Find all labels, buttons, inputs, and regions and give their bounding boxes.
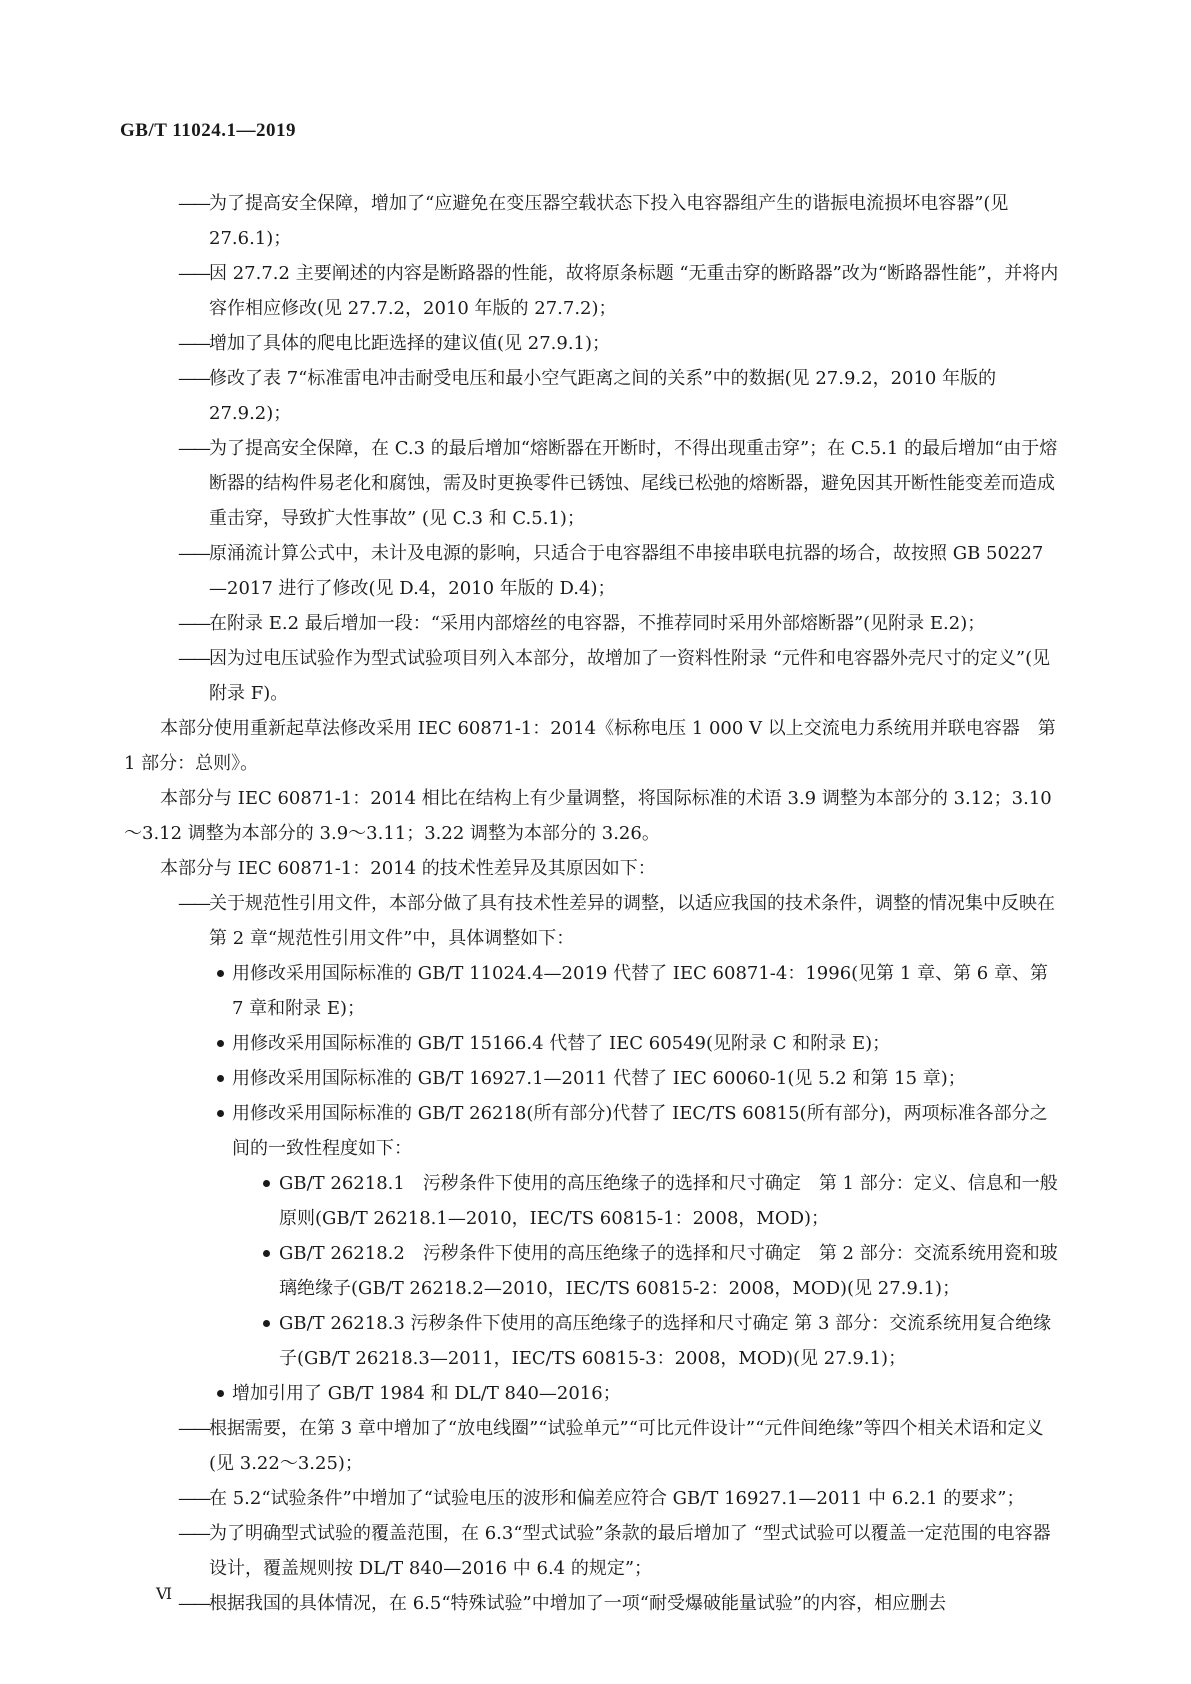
bullet-item: 用修改采用国际标准的 GB/T 11024.4—2019 代替了 IEC 60871-4：1996(见第 1 章、第 6 章、第 7 章和附录 E)； [124, 956, 1060, 1026]
page-number: Ⅵ [156, 1586, 173, 1603]
sub-bullet-item: GB/T 26218.3 污秽条件下使用的高压绝缘子的选择和尺寸确定 第 3 部分：交流系统用复合绝缘子(GB/T 26218.3—2011，IEC/TS 60815-3：2008，MOD)(见 27.9.1)； [124, 1306, 1060, 1376]
list-item: —— 根据我国的具体情况，在 6.5“特殊试验”中增加了一项“耐受爆破能量试验”的内容，相应删去 [124, 1586, 1060, 1621]
list-item: —— 原涌流计算公式中，未计及电源的影响，只适合于电容器组不串接串联电抗器的场合，故按照 GB 50227—2017 进行了修改(见 D.4，2010 年版的 D.4)； [124, 536, 1060, 606]
list-item: —— 在 5.2“试验条件”中增加了“试验电压的波形和偏差应符合 GB/T 16927.1—2011 中 6.2.1 的要求”； [124, 1481, 1060, 1516]
list-item: —— 增加了具体的爬电比距选择的建议值(见 27.9.1)； [124, 326, 1060, 361]
paragraph: 本部分使用重新起草法修改采用 IEC 60871-1：2014《标称电压 1 000 V 以上交流电力系统用并联电容器 第 1 部分：总则》。 [124, 718, 1056, 774]
paragraph: 本部分与 IEC 60871-1：2014 相比在结构上有少量调整，将国际标准的术语 3.9 调整为本部分的 3.12；3.10～3.12 调整为本部分的 3.9～3.11；3.22 调整为本部分的 3.26。 [124, 788, 1052, 844]
list-item: —— 因为过电压试验作为型式试验项目列入本部分，故增加了一资料性附录 “元件和电容器外壳尺寸的定义”(见附录 F)。 [124, 641, 1060, 711]
sub-bullet-item: GB/T 26218.1 污秽条件下使用的高压绝缘子的选择和尺寸确定 第 1 部分：定义、信息和一般原则(GB/T 26218.1—2010，IEC/TS 60815-1：2008，MOD)； [124, 1166, 1060, 1236]
paragraph: 本部分与 IEC 60871-1：2014 的技术性差异及其原因如下： [160, 858, 656, 879]
bullet-item: 用修改采用国际标准的 GB/T 16927.1—2011 代替了 IEC 60060-1(见 5.2 和第 15 章)； [124, 1061, 1060, 1096]
list-item: —— 根据需要，在第 3 章中增加了“放电线圈”“试验单元”“可比元件设计”“元件间绝缘”等四个相关术语和定义(见 3.22～3.25)； [124, 1411, 1060, 1481]
bullet-item: 增加引用了 GB/T 1984 和 DL/T 840—2016； [124, 1376, 1060, 1411]
list-item: —— 在附录 E.2 最后增加一段：“采用内部熔丝的电容器，不推荐同时采用外部熔断器”(见附录 E.2)； [124, 606, 1060, 641]
bullet-item: 用修改采用国际标准的 GB/T 15166.4 代替了 IEC 60549(见附录 C 和附录 E)； [124, 1026, 1060, 1061]
bullet-item: 用修改采用国际标准的 GB/T 26218(所有部分)代替了 IEC/TS 60815(所有部分)，两项标准各部分之间的一致性程度如下： [124, 1096, 1060, 1166]
list-item: —— 关于规范性引用文件，本部分做了具有技术性差异的调整，以适应我国的技术条件，调整的情况集中反映在第 2 章“规范性引用文件”中，具体调整如下： [124, 886, 1060, 956]
sub-bullet-item: GB/T 26218.2 污秽条件下使用的高压绝缘子的选择和尺寸确定 第 2 部分：交流系统用瓷和玻璃绝缘子(GB/T 26218.2—2010，IEC/TS 60815-2：2008，MOD)(见 27.9.1)； [124, 1236, 1060, 1306]
list-item: —— 修改了表 7“标准雷电冲击耐受电压和最小空气距离之间的关系”中的数据(见 27.9.2，2010 年版的 27.9.2)； [124, 361, 1060, 431]
list-item: —— 为了明确型式试验的覆盖范围，在 6.3“型式试验”条款的最后增加了 “型式试验可以覆盖一定范围的电容器设计，覆盖规则按 DL/T 840—2016 中 6.4 的规定”； [124, 1516, 1060, 1586]
foreword-content [124, 186, 1060, 1621]
list-item: —— 因 27.7.2 主要阐述的内容是断路器的性能，故将原条标题 “无重击穿的断路器”改为“断路器性能”，并将内容作相应修改(见 27.7.2，2010 年版的 27.7.2)； [124, 256, 1060, 326]
list-item: —— 为了提高安全保障，在 C.3 的最后增加“熔断器在开断时，不得出现重击穿”；在 C.5.1 的最后增加“由于熔断器的结构件易老化和腐蚀，需及时更换零件已锈蚀、尾线已松弛的熔断器，避免因其开断性能变差而造成重击穿，导致扩大性事故” (见 C.3 和 C.5.1)； [124, 431, 1060, 536]
standard-number-header: GB/T 11024.1—2019 [120, 120, 297, 141]
list-item: —— 为了提高安全保障，增加了“应避免在变压器空载状态下投入电容器组产生的谐振电流损坏电容器”(见 27.6.1)； [124, 186, 1060, 256]
